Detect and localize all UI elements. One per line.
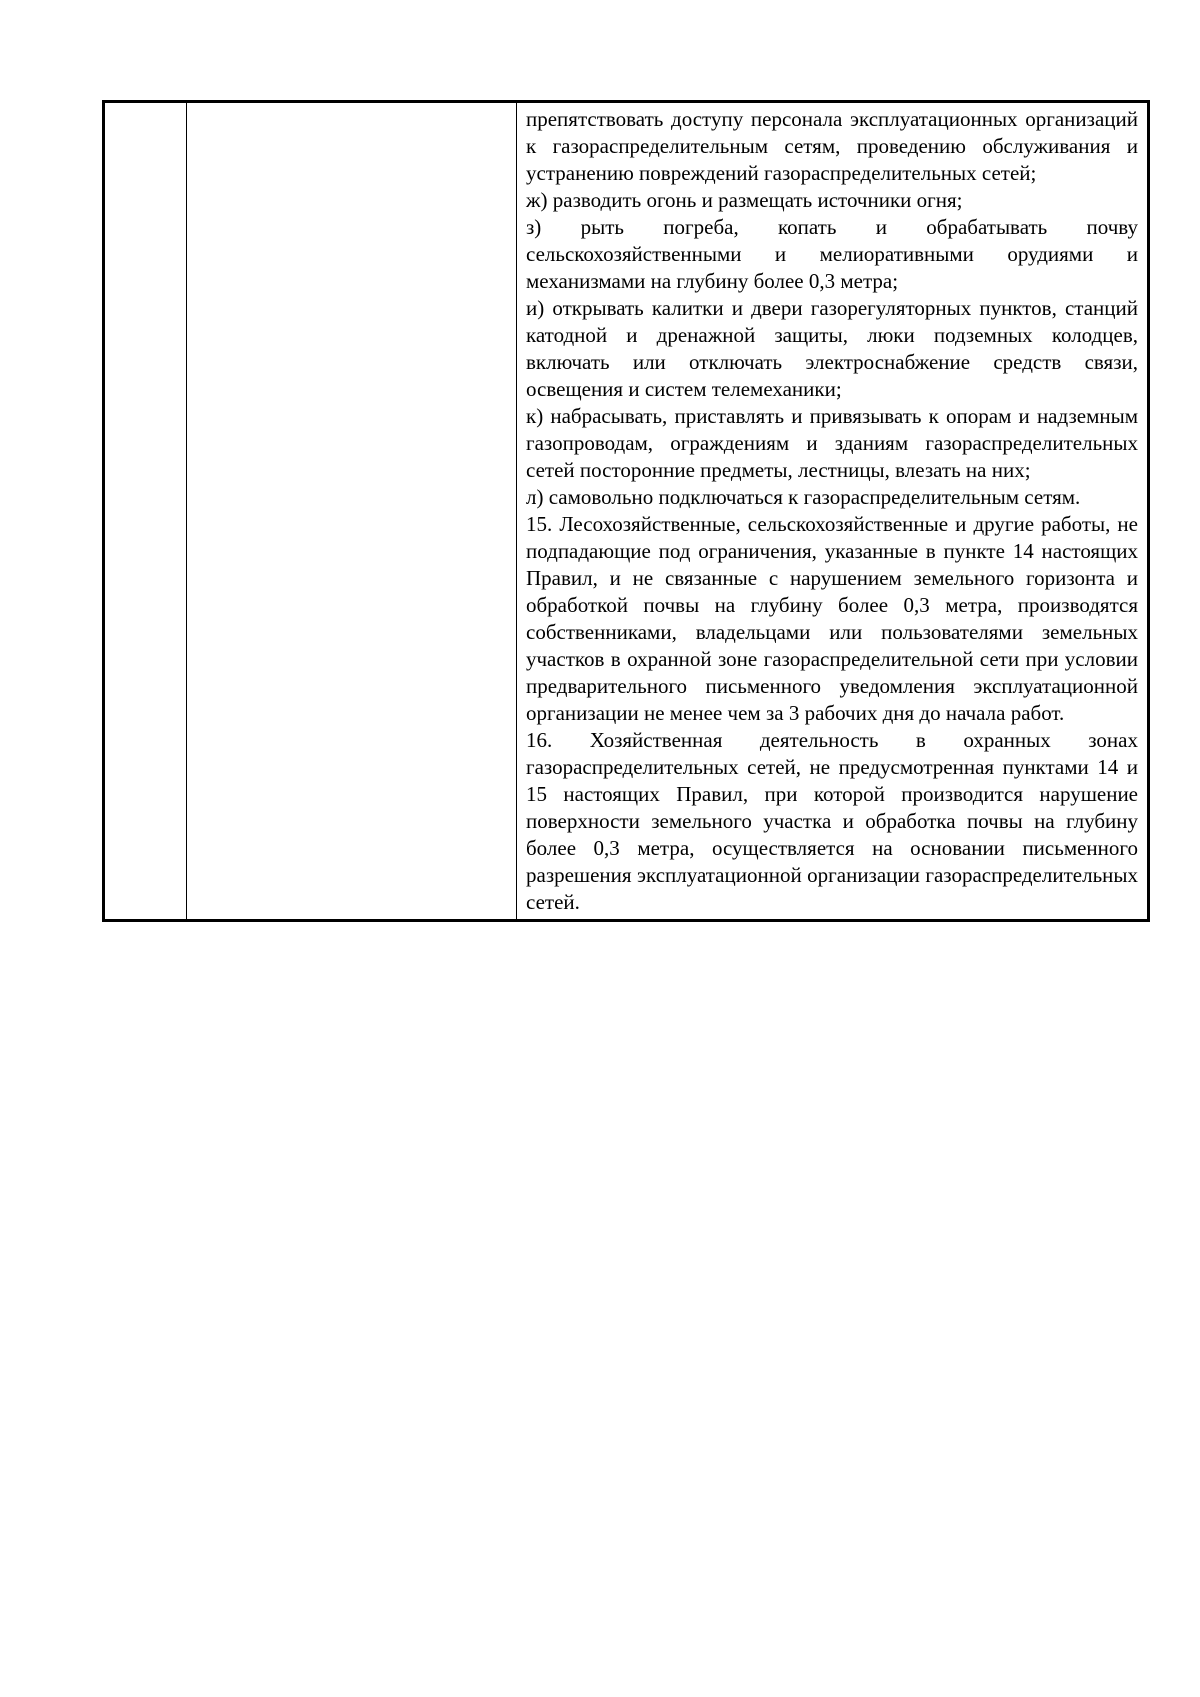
paragraph-item-l: л) самовольно подключаться к газораспределительным сетям. [526, 485, 1081, 509]
table-row [104, 102, 1149, 921]
paragraph-continuation: препятствовать доступу персонала эксплуатационных организаций к газораспределительным сетям, проведению обслуживания и устранению повреждений газораспределительных сетей; [526, 107, 1138, 185]
paragraph-item-i: и) открывать калитки и двери газорегуляторных пунктов, станций катодной и дренажной защиты, люки подземных колодцев, включать или отключать электроснабжение средств связи, освещения и систем телемеханики; [526, 296, 1138, 401]
table-cell-item [187, 102, 517, 921]
paragraph-clause-16: 16. Хозяйственная деятельность в охранных зонах газораспределительных сетей, не предусмотренная пунктами 14 и 15 настоящих Правил, при которой производится нарушение поверхности земельного участка и обработка почвы на глубину более 0,3 метра, осуществляется на основании письменного разрешения эксплуатационной организации газораспределительных сетей. [526, 728, 1138, 914]
paragraph-item-zh: ж) разводить огонь и размещать источники огня; [526, 188, 963, 212]
paragraph-clause-15: 15. Лесохозяйственные, сельскохозяйственные и другие работы, не подпадающие под ограничения, указанные в пункте 14 настоящих Правил, и не связанные с нарушением земельного горизонта и обработкой почвы на глубину более 0,3 метра, производятся собственниками, владельцами или пользователями земельных участков в охранной зоне газораспределительной сети при условии предварительного письменного уведомления эксплуатационной организации не менее чем за 3 рабочих дня до начала работ. [526, 512, 1138, 725]
table-cell-text [517, 102, 1149, 921]
paragraph-item-z: з) рыть погреба, копать и обрабатывать почву сельскохозяйственными и мелиоративными орудиями и механизмами на глубину более 0,3 метра; [526, 215, 1138, 293]
paragraph-item-k: к) набрасывать, приставлять и привязывать к опорам и надземным газопроводам, ограждениям и зданиям газораспределительных сетей посторонние предметы, лестницы, влезать на них; [526, 404, 1138, 482]
document-table [102, 100, 1150, 922]
table-cell-number [104, 102, 187, 921]
